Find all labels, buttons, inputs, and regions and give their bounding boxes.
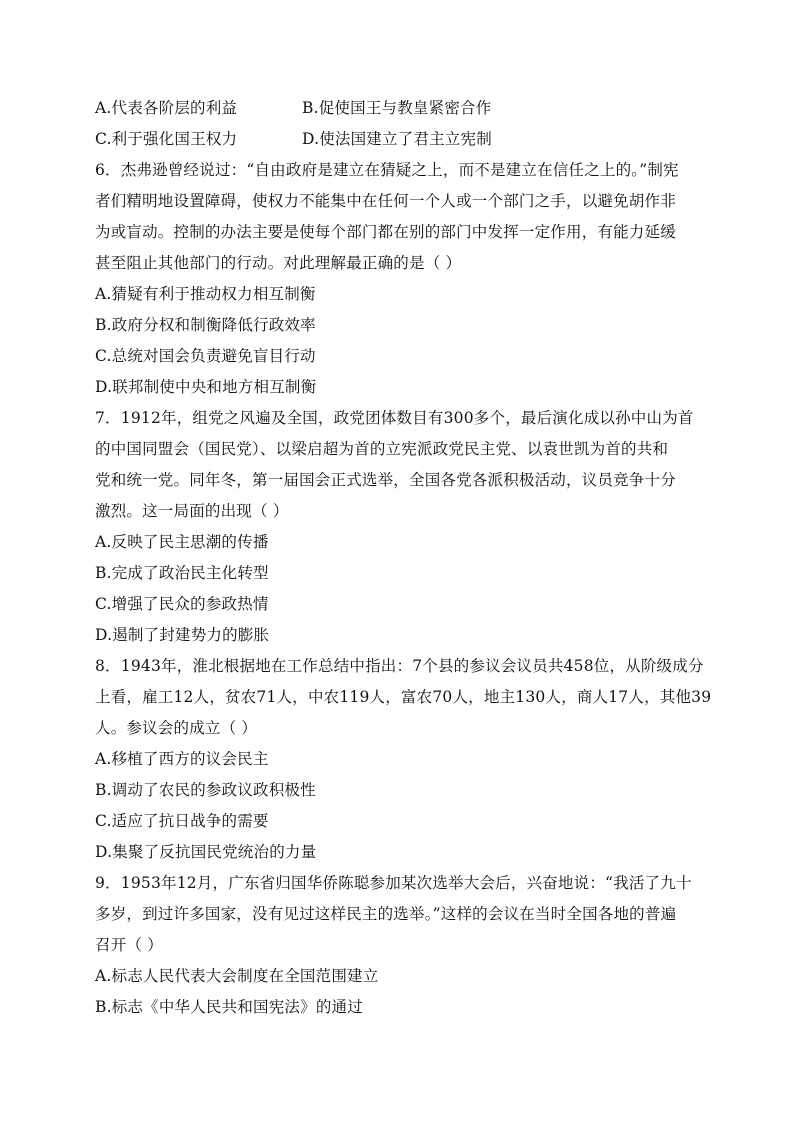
q9-option-a: A.标志人民代表大会制度在全国范围建立	[95, 967, 379, 985]
q7-option-d: D.遏制了封建势力的膨胀	[95, 626, 270, 644]
q8-option-c: C.适应了抗日战争的需要	[95, 812, 269, 830]
q7-stem-line: 党和统一党。同年冬，第一届国会正式选举，全国各党各派积极活动，议员竞争十分	[95, 471, 676, 489]
q9-stem	[95, 868, 705, 961]
q7-stem-line: 激烈。这一局面的出现（ ）	[95, 502, 289, 520]
q6-stem-line: 甚至阻止其他部门的行动。对此理解最正确的是（ ）	[95, 254, 462, 272]
q6-stem	[95, 155, 705, 279]
q6-stem-line: 者们精明地设置障碍，使权力不能集中在任何一个人或一个部门之手，以避免胡作非	[95, 192, 676, 210]
q9-option-b: B.标志《中华人民共和国宪法》的通过	[95, 998, 363, 1016]
q5-option-d: D.使法国建立了君主立宪制	[302, 130, 492, 148]
q6-option-b: B.政府分权和制衡降低行政效率	[95, 316, 316, 334]
q8-option-a: A.移植了西方的议会民主	[95, 750, 269, 768]
q8-stem-line: 上看，雇工12人，贫农71人，中农119人，富农70人，地主130人，商人17人，其他39	[95, 688, 712, 706]
exam-page	[95, 93, 712, 1023]
q5-option-a: A.代表各阶层的利益	[95, 99, 238, 117]
q6-option-c: C.总统对国会负责避免盲目行动	[95, 347, 316, 365]
q6-stem-line: 6．杰弗逊曾经说过：“自由政府是建立在猜疑之上，而不是建立在信任之上的。”制宪	[95, 161, 679, 179]
q7-stem-line: 的中国同盟会（国民党）、以梁启超为首的立宪派政党民主党、以袁世凯为首的共和	[95, 440, 669, 458]
q5-option-b: B.促使国王与教皇紧密合作	[302, 99, 492, 117]
q5-option-c: C.利于强化国王权力	[95, 130, 238, 148]
q8-stem-line: 8．1943年，淮北根据地在工作总结中指出：7个县的参议会议员共458位，从阶级成分	[95, 657, 704, 675]
q7-option-b: B.完成了政治民主化转型	[95, 564, 269, 582]
q7-stem	[95, 403, 705, 527]
q6-option-a: A.猜疑有利于推动权力相互制衡	[95, 285, 316, 303]
q9-stem-line: 召开（ ）	[95, 936, 163, 954]
q7-stem-line: 7．1912年，组党之风遍及全国，政党团体数目有300多个，最后演化成以孙中山为首	[95, 409, 694, 427]
q8-stem	[95, 651, 712, 744]
q6-option-d: D.联邦制使中央和地方相互制衡	[95, 378, 317, 396]
q5-options-row-2	[95, 124, 705, 155]
q7-option-c: C.增强了民众的参政热情	[95, 595, 269, 613]
q9-stem-line: 多岁，到过许多国家，没有见过这样民主的选举。”这样的会议在当时全国各地的普遍	[95, 905, 677, 923]
q7-option-a: A.反映了民主思潮的传播	[95, 533, 269, 551]
q8-option-d: D.集聚了反抗国民党统治的力量	[95, 843, 317, 861]
q8-stem-line: 人。参议会的成立（ ）	[95, 719, 258, 737]
q9-stem-line: 9．1953年12月，广东省归国华侨陈聪参加某次选举大会后，兴奋地说：“我活了九十	[95, 874, 692, 892]
q8-option-b: B.调动了农民的参政议政积极性	[95, 781, 316, 799]
q5-options-row-1	[95, 93, 705, 124]
q6-stem-line: 为或盲动。控制的办法主要是使每个部门都在别的部门中发挥一定作用，有能力延缓	[95, 223, 676, 241]
